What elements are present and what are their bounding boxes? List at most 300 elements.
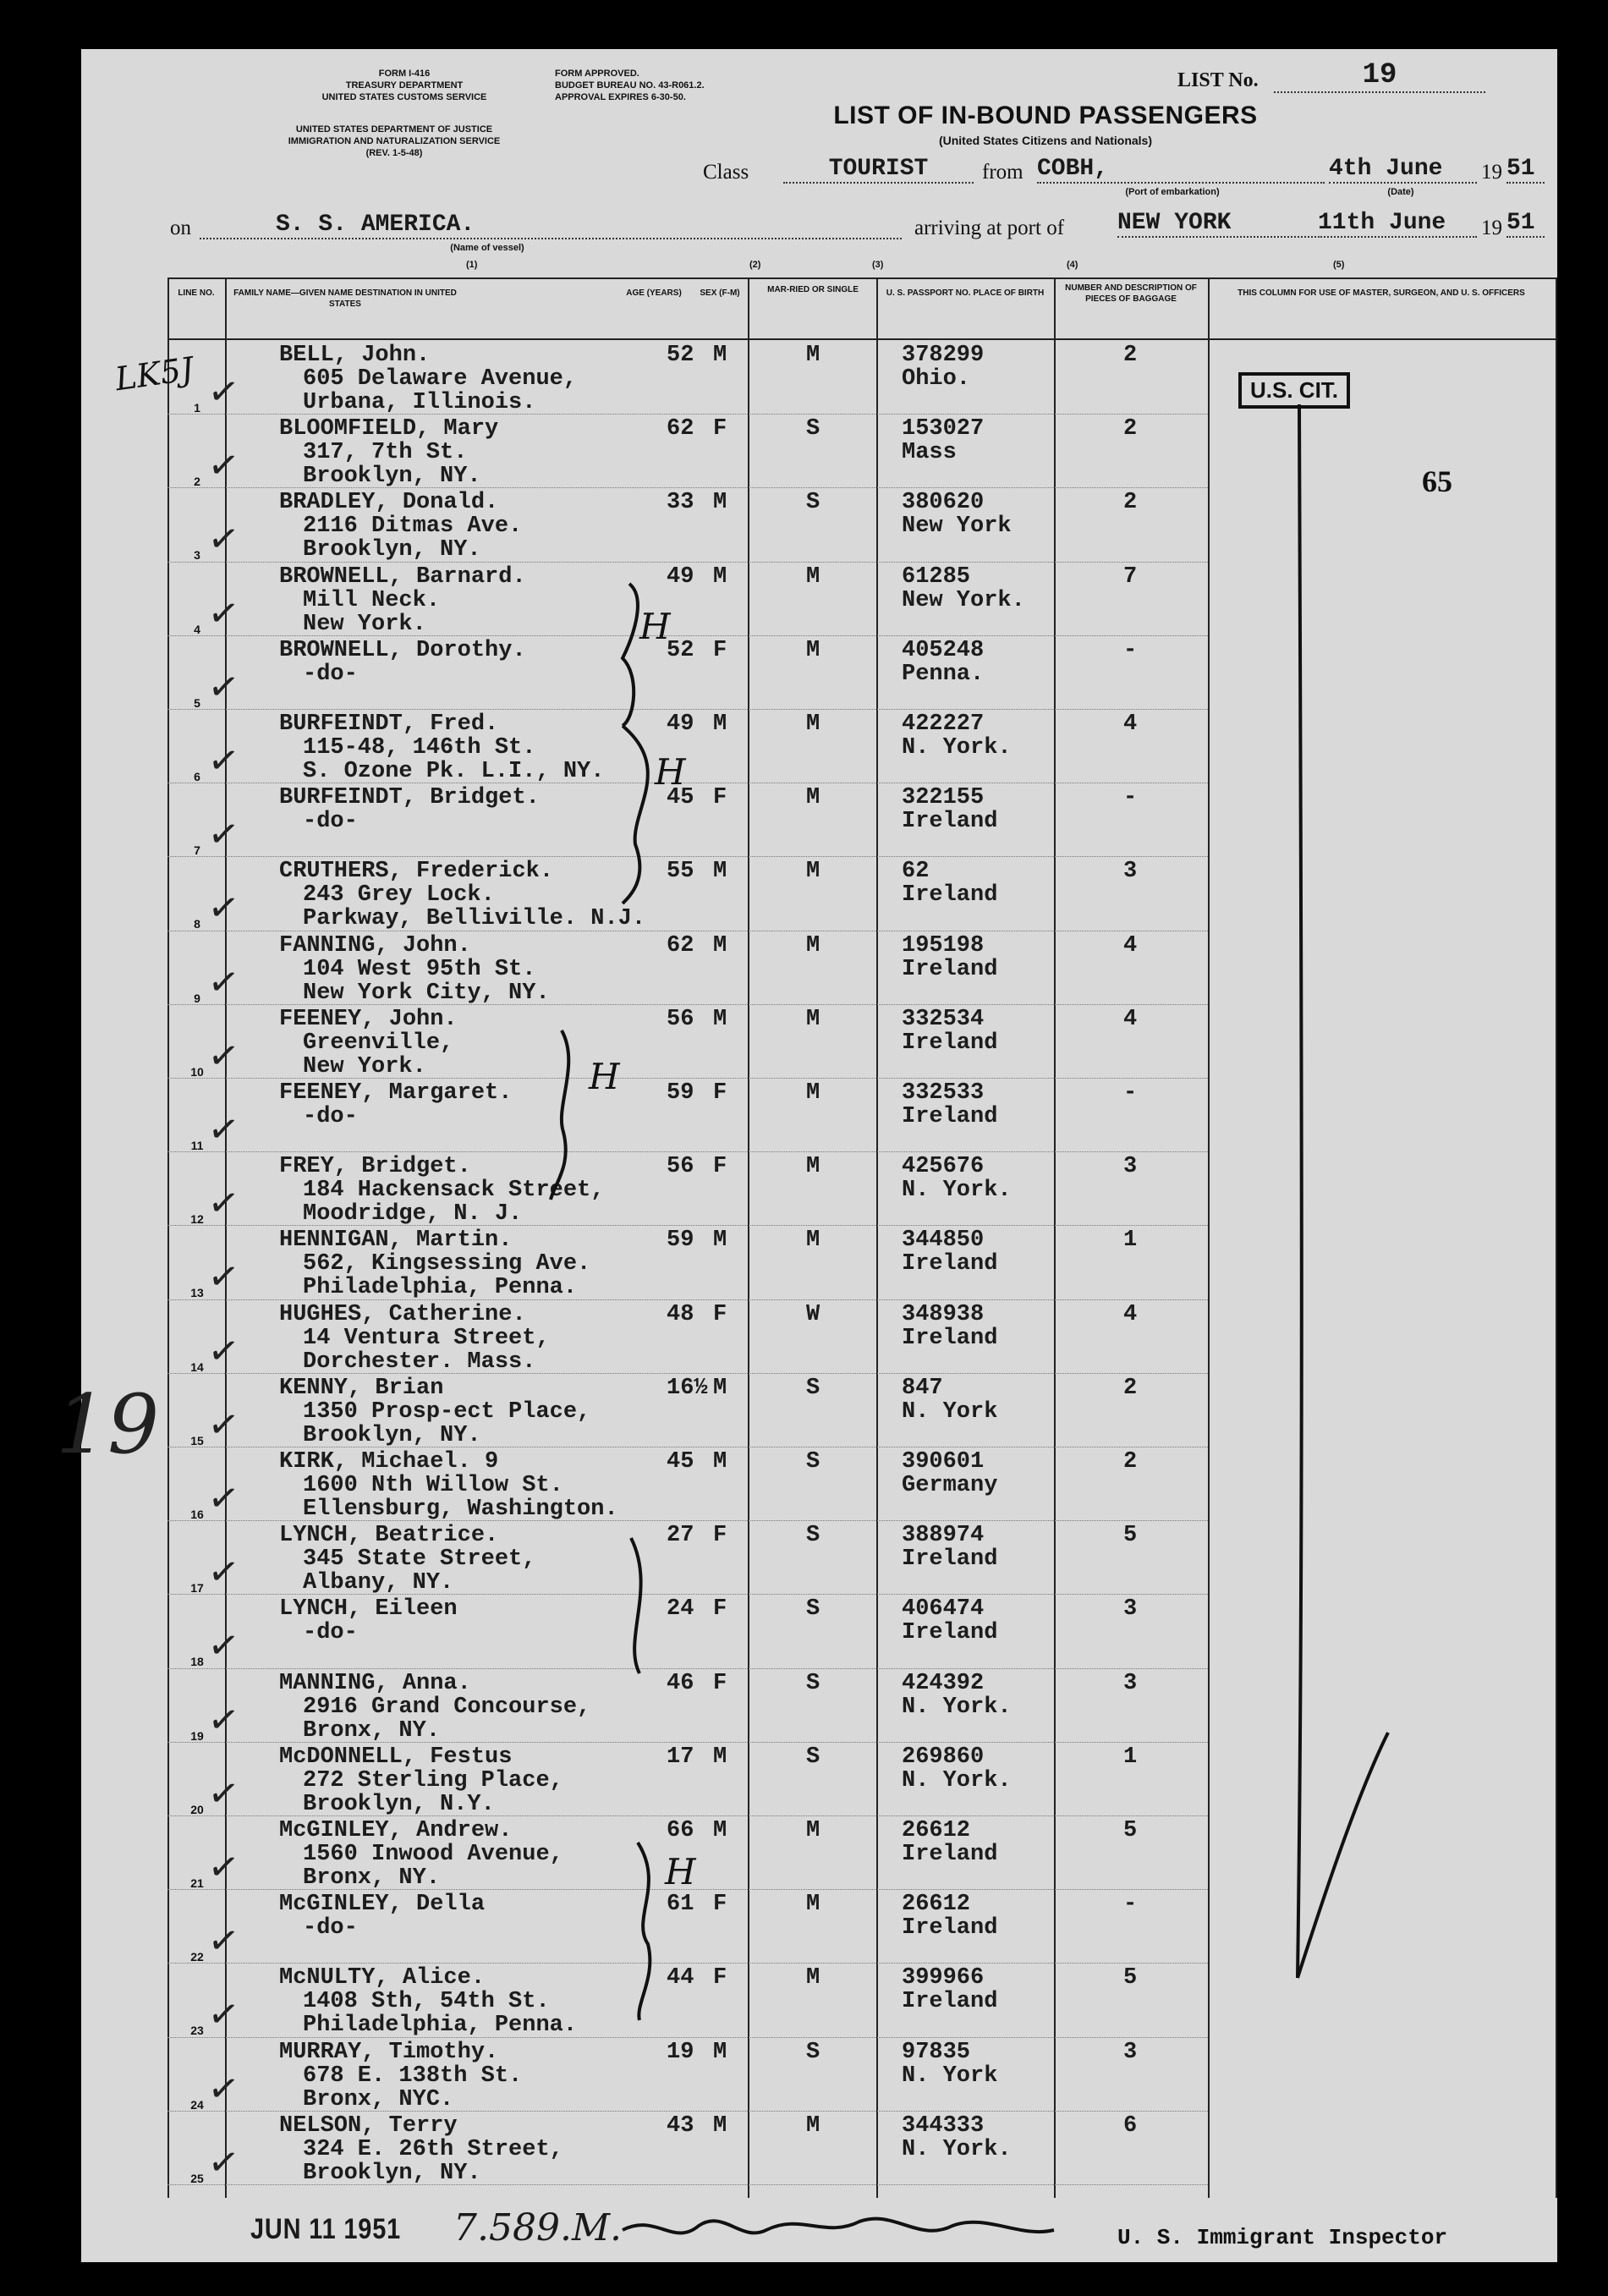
passenger-sex: F	[713, 1965, 727, 1991]
baggage-count: -	[1123, 785, 1138, 811]
place-of-birth: Ireland	[902, 1030, 998, 1056]
passenger-address-line2: Brooklyn, NY.	[303, 464, 481, 490]
brace-mark: H	[665, 1851, 696, 1892]
budget-bureau: BUDGET BUREAU NO. 43-R061.2.	[555, 80, 705, 91]
passenger-address-line1: Greenville,	[303, 1030, 454, 1056]
checkmark-icon: ✓	[205, 1179, 243, 1228]
place-of-birth: N. York.	[902, 1694, 1012, 1720]
place-of-birth: New York	[902, 514, 1012, 540]
col-num-5: (5)	[1333, 260, 1345, 270]
list-no-label: LIST No.	[1177, 69, 1259, 91]
passenger-sex: F	[713, 1154, 727, 1180]
passenger-address-line1: 2916 Grand Concourse,	[303, 1694, 591, 1720]
passenger-sex: F	[713, 416, 727, 442]
place-of-birth: Ireland	[902, 1620, 998, 1646]
col-num-4: (4)	[1067, 260, 1078, 270]
baggage-count: 5	[1123, 1965, 1138, 1991]
approval-expires: APPROVAL EXPIRES 6-30-50.	[555, 92, 686, 102]
passenger-address-line1: 2116 Ditmas Ave.	[303, 514, 523, 540]
line-number: 9	[194, 991, 200, 1005]
arriving-label: arriving at port of	[914, 217, 1065, 239]
year-prefix: 19	[1481, 161, 1502, 184]
passport-number: 26612	[902, 1892, 971, 1918]
margin-number: 19	[56, 1377, 160, 1472]
passenger-sex: F	[713, 1080, 727, 1106]
passenger-address-line1: 1600 Nth Willow St.	[303, 1473, 563, 1498]
checkmark-icon: ✓	[205, 958, 243, 1006]
passport-number: 344850	[902, 1228, 985, 1254]
passenger-address-line1: -do-	[303, 1104, 358, 1129]
form-approved: FORM APPROVED.	[555, 69, 639, 79]
passenger-age: 46	[667, 1670, 694, 1696]
place-of-birth: New York.	[902, 587, 1025, 613]
baggage-count: 4	[1123, 1301, 1138, 1327]
line-number: 21	[190, 1876, 204, 1890]
passenger-name: KENNY, Brian	[279, 1375, 444, 1401]
baggage-count: 5	[1123, 1818, 1138, 1843]
passport-number: 344333	[902, 2112, 985, 2139]
baggage-count: 3	[1123, 2039, 1138, 2065]
baggage-count: 1	[1123, 1228, 1138, 1254]
passenger-address-line2: Brooklyn, NY.	[303, 2160, 481, 2186]
arrival-year: 51	[1506, 210, 1545, 238]
passport-number: 390601	[902, 1449, 985, 1475]
baggage-count: 3	[1123, 1596, 1138, 1623]
baggage-count: 3	[1123, 859, 1138, 885]
treasury-label: TREASURY DEPARTMENT	[345, 80, 464, 91]
port-embark-caption: (Port of embarkation)	[1125, 187, 1220, 197]
passport-number: 195198	[902, 932, 985, 958]
checkmark-icon: ✓	[205, 1254, 243, 1301]
passenger-sex: F	[713, 1523, 727, 1549]
passenger-address-line1: 14 Ventura Street,	[303, 1325, 550, 1351]
vessel-name-text: S. S. AMERICA.	[276, 211, 475, 238]
place-of-birth: Germany	[902, 1473, 998, 1498]
baggage-count: 7	[1123, 563, 1138, 590]
passenger-name: LYNCH, Eileen	[279, 1596, 458, 1623]
passenger-marital-status: M	[806, 1228, 820, 1254]
passenger-sex: F	[713, 1670, 727, 1696]
place-of-birth: Ireland	[902, 1251, 998, 1277]
line-number: 23	[190, 2024, 204, 2038]
passenger-address-line1: 1560 Inwood Avenue,	[303, 1842, 563, 1867]
ins-label: IMMIGRATION AND NATURALIZATION SERVICE	[288, 136, 501, 146]
passport-number: 153027	[902, 416, 985, 442]
baggage-count: 4	[1123, 932, 1138, 958]
line-number: 20	[190, 1802, 204, 1816]
family-brace-marks	[81, 49, 1557, 2262]
baggage-count: 4	[1123, 1006, 1138, 1032]
place-of-birth: Ireland	[902, 1915, 998, 1942]
passenger-sex: M	[713, 1449, 727, 1475]
passenger-marital-status: S	[806, 2039, 820, 2065]
passenger-age: 45	[667, 785, 694, 811]
passenger-name: LYNCH, Beatrice.	[279, 1523, 499, 1549]
passenger-age: 52	[667, 637, 694, 663]
passenger-sex: M	[713, 1818, 727, 1843]
passenger-marital-status: M	[806, 637, 820, 663]
header-baggage: NUMBER AND DESCRIPTION OF PIECES OF BAGGAGE	[1065, 283, 1197, 304]
passenger-age: 17	[667, 1744, 694, 1770]
customs-label: UNITED STATES CUSTOMS SERVICE	[321, 92, 487, 102]
passenger-marital-status: M	[806, 1154, 820, 1180]
passenger-sex: F	[713, 637, 727, 663]
rev-label: (REV. 1-5-48)	[365, 148, 423, 158]
col-num-3: (3)	[872, 260, 884, 270]
passport-number: 388974	[902, 1523, 985, 1549]
passenger-sex: M	[713, 343, 727, 368]
passenger-marital-status: M	[806, 2112, 820, 2139]
passenger-address-line1: 1408 Sth, 54th St.	[303, 1989, 550, 2015]
checkmark-icon: ✓	[205, 1106, 243, 1154]
passport-number: 422227	[902, 711, 985, 737]
place-of-birth: Ireland	[902, 1325, 998, 1351]
date-stamp: JUN 11 1951	[250, 2213, 402, 2245]
line-number: 6	[194, 770, 200, 783]
passenger-sex: M	[713, 859, 727, 885]
passenger-sex: M	[713, 2039, 727, 2065]
checkmark-icon: ✓	[205, 1770, 243, 1818]
line-number: 1	[194, 401, 200, 415]
place-of-birth: Ireland	[902, 1989, 998, 2015]
passport-number: 62	[902, 859, 930, 885]
passport-number: 425676	[902, 1154, 985, 1180]
passenger-name: BROWNELL, Dorothy.	[279, 637, 526, 663]
bottom-handwriting: 7.589.M.	[453, 2206, 622, 2249]
passport-number: 424392	[902, 1670, 985, 1696]
passenger-sex: M	[713, 1744, 727, 1770]
passenger-address-line1: -do-	[303, 809, 358, 835]
baggage-count: -	[1123, 1892, 1138, 1918]
line-number: 10	[190, 1064, 204, 1079]
passenger-name: FEENEY, Margaret.	[279, 1080, 513, 1106]
passenger-marital-status: M	[806, 1892, 820, 1918]
passenger-address-line2: Bronx, NYC.	[303, 2086, 454, 2112]
passenger-age: 61	[667, 1892, 694, 1918]
passport-number: 405248	[902, 637, 985, 663]
from-label: from	[982, 161, 1024, 184]
place-of-birth: Penna.	[902, 661, 985, 687]
header-sex: SEX (F-M)	[700, 288, 740, 298]
passenger-address-line1: 243 Grey Lock.	[303, 882, 495, 909]
checkmark-icon: ✓	[205, 1696, 243, 1744]
passenger-sex: M	[713, 2112, 727, 2139]
place-of-birth: N. York	[902, 1398, 998, 1425]
passenger-address-line1: 317, 7th St.	[303, 440, 468, 466]
checkmark-icon: ✓	[205, 1843, 243, 1892]
place-of-birth: N. York.	[902, 2136, 1012, 2162]
us-cit-stamp: U.S. CIT.	[1238, 372, 1350, 409]
line-number: 24	[190, 2097, 204, 2112]
header-officers: THIS COLUMN FOR USE OF MASTER, SURGEON, AND U. S. OFFICERS	[1238, 288, 1525, 298]
passenger-marital-status: S	[806, 490, 820, 516]
arrival-port: NEW YORK	[1117, 210, 1316, 238]
embark-year: 51	[1506, 156, 1545, 184]
checkmark-icon: ✓	[205, 1548, 243, 1596]
line-number: 19	[190, 1728, 204, 1743]
passenger-marital-status: S	[806, 1596, 820, 1623]
passenger-marital-status: M	[806, 343, 820, 368]
checkmark-icon: ✓	[205, 885, 243, 932]
passenger-marital-status: S	[806, 1670, 820, 1696]
place-of-birth: Ireland	[902, 1104, 998, 1129]
class-label: Class	[703, 161, 749, 184]
line-number: 8	[194, 917, 200, 931]
passport-number: 269860	[902, 1744, 985, 1770]
page-title: LIST OF IN-BOUND PASSENGERS	[833, 102, 1258, 129]
class-value: TOURIST	[783, 156, 974, 184]
line-number: 3	[194, 548, 200, 563]
port-of-embarkation: COBH,	[1037, 156, 1325, 184]
justice-label: UNITED STATES DEPARTMENT OF JUSTICE	[295, 124, 493, 135]
passenger-marital-status: S	[806, 416, 820, 442]
baggage-count: 3	[1123, 1670, 1138, 1696]
line-number: 18	[190, 1655, 204, 1669]
passenger-sex: F	[713, 1892, 727, 1918]
passenger-address-line2: New York.	[303, 611, 426, 637]
passenger-age: 59	[667, 1228, 694, 1254]
line-number: 7	[194, 843, 200, 858]
baggage-count: 2	[1123, 1449, 1138, 1475]
passenger-name: HENNIGAN, Martin.	[279, 1228, 513, 1254]
checkmark-icon: ✓	[205, 663, 243, 711]
passenger-name: BLOOMFIELD, Mary	[279, 416, 499, 442]
passport-number: 399966	[902, 1965, 985, 1991]
passenger-age: 43	[667, 2112, 694, 2139]
place-of-birth: Mass	[902, 440, 957, 466]
date-caption: (Date)	[1387, 187, 1414, 197]
passenger-name: McDONNELL, Festus	[279, 1744, 513, 1770]
passenger-sex: M	[713, 932, 727, 958]
vessel-caption: (Name of vessel)	[450, 243, 524, 253]
passenger-age: 45	[667, 1449, 694, 1475]
passenger-sex: F	[713, 785, 727, 811]
passenger-address-line2: Brooklyn, N.Y.	[303, 1791, 495, 1817]
passenger-name: MANNING, Anna.	[279, 1670, 471, 1696]
passenger-age: 56	[667, 1154, 694, 1180]
passport-number: 26612	[902, 1818, 971, 1843]
passenger-address-line1: 605 Delaware Avenue,	[303, 366, 578, 392]
passenger-address-line2: Brooklyn, NY.	[303, 537, 481, 563]
baggage-count: 2	[1123, 416, 1138, 442]
passenger-marital-status: M	[806, 711, 820, 737]
passenger-marital-status: S	[806, 1375, 820, 1401]
header-passport: U. S. PASSPORT NO. PLACE OF BIRTH	[886, 288, 1045, 298]
line-number: 25	[190, 2171, 204, 2185]
place-of-birth: Ireland	[902, 956, 998, 982]
checkmark-icon: ✓	[205, 737, 243, 785]
checkmark-icon: ✓	[205, 1623, 243, 1670]
passport-number: 97835	[902, 2039, 971, 2065]
passenger-address-line1: 1350 Prosp-ect Place,	[303, 1398, 591, 1425]
passenger-address-line1: -do-	[303, 1915, 358, 1942]
passport-number: 348938	[902, 1301, 985, 1327]
passenger-marital-status: M	[806, 1965, 820, 1991]
passenger-address-line2: Brooklyn, NY.	[303, 1422, 481, 1448]
passenger-address-line2: Urbana, Illinois.	[303, 390, 536, 415]
passenger-marital-status: M	[806, 1080, 820, 1106]
embark-date: 4th June	[1329, 156, 1477, 184]
baggage-count: 2	[1123, 343, 1138, 368]
baggage-count: -	[1123, 637, 1138, 663]
passenger-age: 49	[667, 563, 694, 590]
passenger-name: BURFEINDT, Fred.	[279, 711, 499, 737]
passenger-age: 62	[667, 932, 694, 958]
passenger-address-line1: 104 West 95th St.	[303, 956, 536, 982]
passenger-sex: M	[713, 1228, 727, 1254]
place-of-birth: Ireland	[902, 882, 998, 909]
passenger-address-line2: Bronx, NY.	[303, 1865, 441, 1891]
line-number: 5	[194, 695, 200, 710]
passenger-name: BELL, John.	[279, 343, 431, 368]
passenger-marital-status: S	[806, 1744, 820, 1770]
passenger-address-line1: 272 Sterling Place,	[303, 1767, 563, 1793]
line-number: 15	[190, 1433, 204, 1447]
checkmark-icon: ✓	[205, 810, 243, 859]
passenger-address-line2: Parkway, Belliville. N.J.	[303, 906, 646, 932]
passenger-marital-status: M	[806, 932, 820, 958]
passenger-name: NELSON, Terry	[279, 2112, 458, 2139]
passenger-address-line2: Albany, NY.	[303, 1570, 454, 1596]
passport-number: 332533	[902, 1080, 985, 1106]
baggage-count: 1	[1123, 1744, 1138, 1770]
brace-mark: H	[655, 751, 686, 793]
inspector-label: U. S. Immigrant Inspector	[1117, 2225, 1448, 2250]
checkmark-icon: ✓	[205, 442, 243, 490]
baggage-count: 3	[1123, 1154, 1138, 1180]
place-of-birth: Ireland	[902, 1546, 998, 1573]
passenger-marital-status: W	[806, 1301, 820, 1327]
passenger-name: BROWNELL, Barnard.	[279, 563, 526, 590]
checkmark-icon: ✓	[205, 1401, 243, 1449]
line-number: 22	[190, 1950, 204, 1964]
passenger-sex: F	[713, 1301, 727, 1327]
checkmark-icon: ✓	[205, 1991, 243, 2039]
passenger-address-line2: Philadelphia, Penna.	[303, 2013, 578, 2039]
passport-number: 406474	[902, 1596, 985, 1623]
line-number: 2	[194, 475, 200, 489]
brace-mark: H	[639, 606, 671, 647]
passenger-address-line2: S. Ozone Pk. L.I., NY.	[303, 759, 605, 784]
checkmark-icon: ✓	[205, 1032, 243, 1080]
checkmark-icon: ✓	[205, 2065, 243, 2112]
passenger-age: 56	[667, 1006, 694, 1032]
passenger-sex: M	[713, 1006, 727, 1032]
passenger-address-line1: 345 State Street,	[303, 1546, 536, 1573]
checkmark-icon: ✓	[205, 1327, 243, 1375]
baggage-count: 2	[1123, 490, 1138, 516]
form-number: FORM I-416	[378, 69, 431, 79]
passenger-marital-status: M	[806, 1006, 820, 1032]
passenger-age: 59	[667, 1080, 694, 1106]
passenger-address-line2: Philadelphia, Penna.	[303, 1275, 578, 1301]
passenger-age: 16½	[667, 1375, 708, 1401]
passport-number: 322155	[902, 785, 985, 811]
passenger-name: FREY, Bridget.	[279, 1154, 471, 1180]
line-number: 16	[190, 1508, 204, 1521]
passenger-age: 24	[667, 1596, 694, 1623]
passport-number: 378299	[902, 343, 985, 368]
passenger-address-line1: 324 E. 26th Street,	[303, 2136, 563, 2162]
passenger-age: 66	[667, 1818, 694, 1843]
passenger-address-line1: 184 Hackensack Street,	[303, 1178, 605, 1204]
header-age: AGE (YEARS)	[626, 288, 682, 298]
year-prefix-arrival: 19	[1481, 217, 1502, 239]
on-label: on	[170, 217, 191, 239]
line-number: 14	[190, 1359, 204, 1374]
passenger-marital-status: M	[806, 859, 820, 885]
passport-number: 847	[902, 1375, 943, 1401]
line-number: 17	[190, 1581, 204, 1596]
passenger-age: 62	[667, 416, 694, 442]
baggage-count: 4	[1123, 711, 1138, 737]
line-number: 11	[190, 1139, 204, 1152]
passenger-address-line2: New York City, NY.	[303, 980, 550, 1006]
passenger-sex: M	[713, 563, 727, 590]
passenger-name: MURRAY, Timothy.	[279, 2039, 499, 2065]
line-number: 12	[190, 1212, 204, 1227]
passenger-address-line1: 562, Kingsessing Ave.	[303, 1251, 591, 1277]
place-of-birth: Ohio.	[902, 366, 971, 392]
checkmark-icon: ✓	[205, 2139, 243, 2187]
header-name: FAMILY NAME—GIVEN NAME DESTINATION IN UNITED STATES	[233, 288, 457, 309]
col-num-2: (2)	[749, 260, 761, 270]
place-of-birth: N. York.	[902, 1767, 1012, 1793]
baggage-count: 2	[1123, 1375, 1138, 1401]
col-num-1: (1)	[466, 260, 478, 270]
passenger-address-line2: Ellensburg, Washington.	[303, 1497, 618, 1522]
passenger-marital-status: M	[806, 785, 820, 811]
passenger-address-line1: Mill Neck.	[303, 587, 441, 613]
checkmark-icon: ✓	[205, 1917, 243, 1965]
manifest-page	[56, 49, 1557, 2262]
passenger-age: 44	[667, 1965, 694, 1991]
passenger-address-line1: -do-	[303, 661, 358, 687]
passenger-address-line1: 678 E. 138th St.	[303, 2063, 523, 2089]
baggage-count: 6	[1123, 2112, 1138, 2139]
passenger-sex: M	[713, 711, 727, 737]
passenger-marital-status: S	[806, 1449, 820, 1475]
passenger-marital-status: M	[806, 563, 820, 590]
passenger-name: FEENEY, John.	[279, 1006, 458, 1032]
corner-mark: LK5J	[113, 349, 196, 398]
passenger-sex: M	[713, 1375, 727, 1401]
passenger-age: 55	[667, 859, 694, 885]
passenger-age: 49	[667, 711, 694, 737]
inspector-signature	[623, 2205, 1062, 2255]
page-subtitle: (United States Citizens and Nationals)	[938, 134, 1153, 147]
checkmark-icon: ✓	[205, 590, 243, 637]
place-of-birth: N. York.	[902, 735, 1012, 761]
passenger-age: 33	[667, 490, 694, 516]
checkmark-icon: ✓	[205, 368, 243, 416]
passenger-name: McNULTY, Alice.	[279, 1965, 486, 1991]
passenger-sex: M	[713, 490, 727, 516]
passenger-name: BURFEINDT, Bridget.	[279, 785, 540, 811]
passenger-address-line1: -do-	[303, 1620, 358, 1646]
header-line-no: LINE NO.	[178, 288, 215, 298]
arrival-date: 11th June	[1318, 210, 1477, 238]
count-note: 65	[1422, 464, 1452, 498]
passenger-age: 52	[667, 343, 694, 368]
place-of-birth: N. York	[902, 2063, 998, 2089]
passenger-name: KIRK, Michael. 9	[279, 1449, 499, 1475]
passenger-age: 27	[667, 1523, 694, 1549]
baggage-count: -	[1123, 1080, 1138, 1106]
passenger-address-line2: New York.	[303, 1053, 426, 1079]
header-married: MAR-RIED OR SINGLE	[767, 285, 859, 294]
passport-number: 61285	[902, 563, 971, 590]
